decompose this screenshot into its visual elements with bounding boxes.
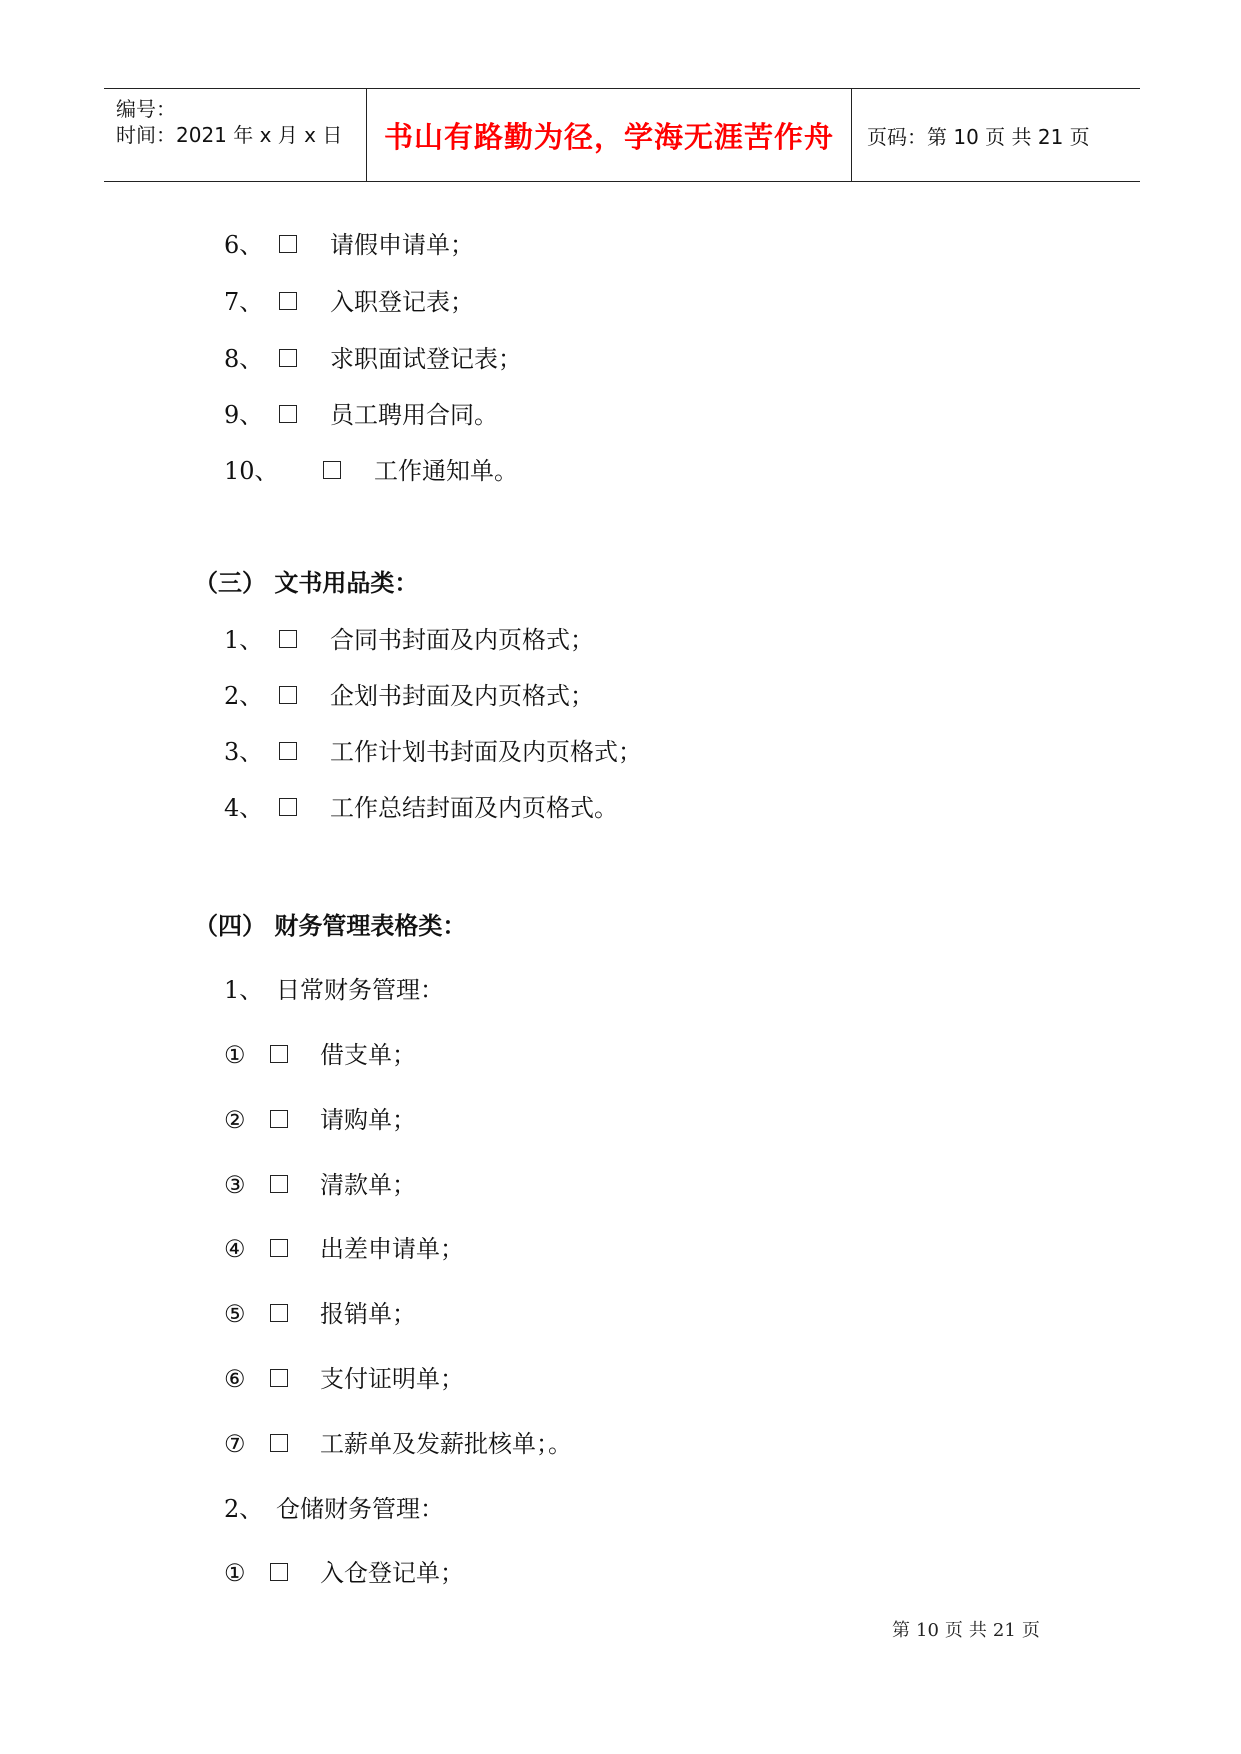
checkbox[interactable]: [279, 235, 297, 253]
item-number: 1、: [224, 976, 264, 1004]
checkbox[interactable]: [270, 1369, 288, 1387]
item-number: 2、: [224, 682, 264, 710]
item-text: 求职面试登记表；: [330, 345, 522, 373]
item-number: 4、: [224, 794, 264, 822]
item-text: 员工聘用合同。: [330, 401, 498, 429]
checkbox[interactable]: [270, 1304, 288, 1322]
item-text: 工作总结封面及内页格式。: [330, 794, 618, 822]
checkbox[interactable]: [270, 1045, 288, 1063]
item-text: 仓储财务管理：: [276, 1495, 444, 1523]
item-text: 请假申请单；: [330, 231, 474, 259]
item-text: 报销单；: [320, 1300, 416, 1328]
item-text: 支付证明单；: [320, 1365, 464, 1393]
footer-text: 页: [1021, 1620, 1040, 1641]
item-text: 日常财务管理：: [276, 976, 444, 1004]
item-number: ⑦: [224, 1430, 246, 1458]
checkbox[interactable]: [279, 349, 297, 367]
checkbox[interactable]: [279, 742, 297, 760]
checkbox[interactable]: [270, 1239, 288, 1257]
item-text: 工作计划书封面及内页格式；: [330, 738, 642, 766]
checkbox[interactable]: [323, 461, 341, 479]
checkbox[interactable]: [279, 798, 297, 816]
item-number: 7、: [224, 288, 264, 316]
section-heading: （三） 文书用品类：: [194, 568, 419, 597]
header-slogan-cell: [367, 89, 852, 181]
item-text: 工薪单及发薪批核单；。: [320, 1430, 572, 1458]
item-number: ①: [224, 1041, 246, 1069]
checkbox[interactable]: [279, 686, 297, 704]
item-number: 2、: [224, 1495, 264, 1523]
item-number: ⑥: [224, 1365, 246, 1393]
item-text: 借支单；: [320, 1041, 416, 1069]
item-text: 清款单；: [320, 1171, 416, 1199]
slogan: 书山有路勤为径，学海无涯苦作舟: [383, 119, 834, 154]
checkbox[interactable]: [270, 1563, 288, 1581]
header-meta-cell: [104, 89, 367, 181]
item-number: ①: [224, 1559, 246, 1587]
section-heading: （四） 财务管理表格类：: [194, 911, 467, 940]
checkbox[interactable]: [270, 1175, 288, 1193]
item-number: 1、: [224, 626, 264, 654]
item-text: 请购单；: [320, 1106, 416, 1134]
page-footer: [892, 1619, 1046, 1643]
checkbox[interactable]: [279, 630, 297, 648]
footer-text: 页: [944, 1620, 963, 1641]
item-number: 3、: [224, 738, 264, 766]
item-text: 入职登记表；: [330, 288, 474, 316]
item-number: 6、: [224, 231, 264, 259]
footer-total-pages: 21: [992, 1620, 1016, 1641]
document-header: [104, 88, 1140, 182]
item-number: ③: [224, 1171, 246, 1199]
item-text: 合同书封面及内页格式；: [330, 626, 594, 654]
time-label: 时间：2021 年 x 月 x 日: [116, 123, 343, 147]
item-number: 9、: [224, 401, 264, 429]
item-number: ④: [224, 1235, 246, 1263]
item-text: 入仓登记单；: [320, 1559, 464, 1587]
checkbox[interactable]: [270, 1110, 288, 1128]
checkbox[interactable]: [270, 1434, 288, 1452]
item-number: 8、: [224, 345, 264, 373]
item-number: ②: [224, 1106, 246, 1134]
item-number: 10、: [224, 457, 279, 485]
footer-current-page: 10: [916, 1620, 939, 1641]
item-number: ⑤: [224, 1300, 246, 1328]
item-text: 出差申请单；: [320, 1235, 464, 1263]
footer-text: 共: [968, 1620, 987, 1641]
header-page-cell: [853, 89, 1140, 181]
item-text: 企划书封面及内页格式；: [330, 682, 594, 710]
item-text: 工作通知单。: [374, 457, 518, 485]
serial-label: 编号：: [116, 97, 176, 121]
page-label: 页码：第 10 页 共 21 页: [867, 124, 1090, 149]
checkbox[interactable]: [279, 292, 297, 310]
checkbox[interactable]: [279, 405, 297, 423]
footer-text: 第: [892, 1620, 910, 1641]
